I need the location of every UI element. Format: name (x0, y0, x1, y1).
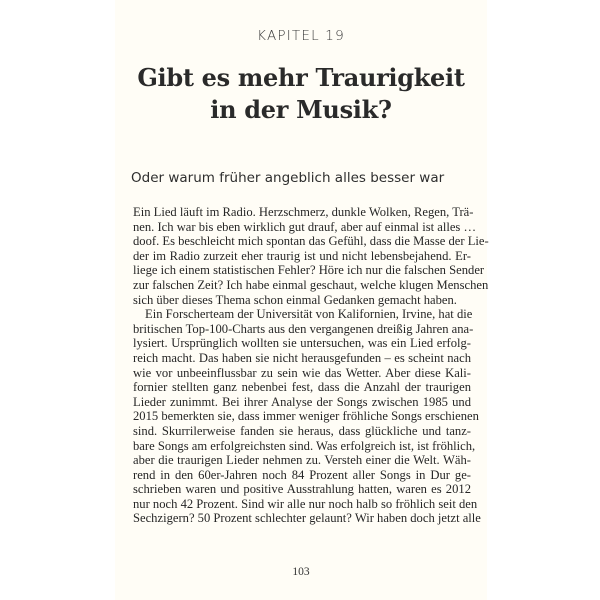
text-line: wie vor unbeeinflussbar zu sein wie das Wetter. Aber diese Kali- (133, 365, 471, 380)
text-line: 2015 bemerkten sie, dass immer weniger fröhliche Songs erschienen (133, 409, 479, 424)
text-line: rend in den 60er-Jahren noch 84 Prozent aller Songs in Dur ge- (133, 467, 471, 482)
text-line: bare Songs am erfolgreichsten sind. Was erfolgreich ist, ist fröhlich, (133, 438, 476, 453)
text-line: Lieder zunimmt. Bei ihrer Analyse der Songs zwischen 1985 und (133, 394, 471, 409)
text-line: Sechzigern? 50 Prozent schlechter gelaunt? Wir haben doch jetzt alle (133, 511, 481, 526)
text-line: schrieben waren und positive Ausstrahlung hatten, waren es 2012 (133, 482, 471, 497)
text-line: reich macht. Das haben sie nicht herausgefunden – es scheint nach (133, 350, 471, 365)
chapter-title-line-1: Gibt es mehr Traurigkeit (137, 63, 465, 92)
text-line: der im Radio zurzeit eher traurig ist und nicht lebensbejahend. Er- (133, 248, 471, 263)
text-line: nen. Ich war bis eben wirklich gut drauf, aber auf einmal ist alles … (133, 219, 477, 234)
text-line: zur falschen Zeit? Ich habe einmal geschaut, welche klugen Menschen (133, 277, 489, 292)
paragraph-1 (133, 205, 489, 307)
chapter-label: KAPITEL 19 (257, 28, 345, 44)
text-line: britischen Top-100-Charts aus den vergangenen dreißig Jahren ana- (133, 321, 474, 336)
text-line: doof. Es beschleicht mich spontan das Gefühl, dass die Masse der Lie- (133, 234, 489, 249)
text-line: nur noch 42 Prozent. Sind wir alle nur noch halb so fröhlich seit den (133, 496, 478, 511)
text-line: Ein Lied läuft im Radio. Herzschmerz, dunkle Wolken, Regen, Trä- (133, 205, 474, 219)
text-line: liege ich einem statistischen Fehler? Höre ich nur die falschen Sender (133, 263, 485, 278)
text-line: fornier stellten ganz nebenbei fest, dass die Anzahl der traurigen (133, 380, 471, 395)
paragraph-2 (133, 307, 481, 526)
chapter-subtitle: Oder warum früher angeblich alles besser war (131, 170, 445, 186)
chapter-title (115, 62, 487, 126)
body-text (133, 205, 489, 526)
text-line: lysiert. Ursprünglich wollten sie untersuchen, was ein Lied erfolg- (133, 336, 471, 351)
text-line: Ein Forscherteam der Universität von Kalifornien, Irvine, hat die (145, 307, 473, 322)
page-number: 103 (292, 566, 310, 578)
book-page (115, 0, 487, 600)
text-line: sind. Skurrilerweise fanden sie heraus, dass glückliche und tanz- (133, 423, 471, 438)
chapter-title-line-2: in der Musik? (210, 95, 392, 124)
text-line: aber die traurigen Lieder nehmen zu. Versteh einer die Welt. Wäh- (133, 453, 471, 468)
text-line: sich über dieses Thema schon einmal Gedanken gemacht haben. (133, 292, 457, 307)
